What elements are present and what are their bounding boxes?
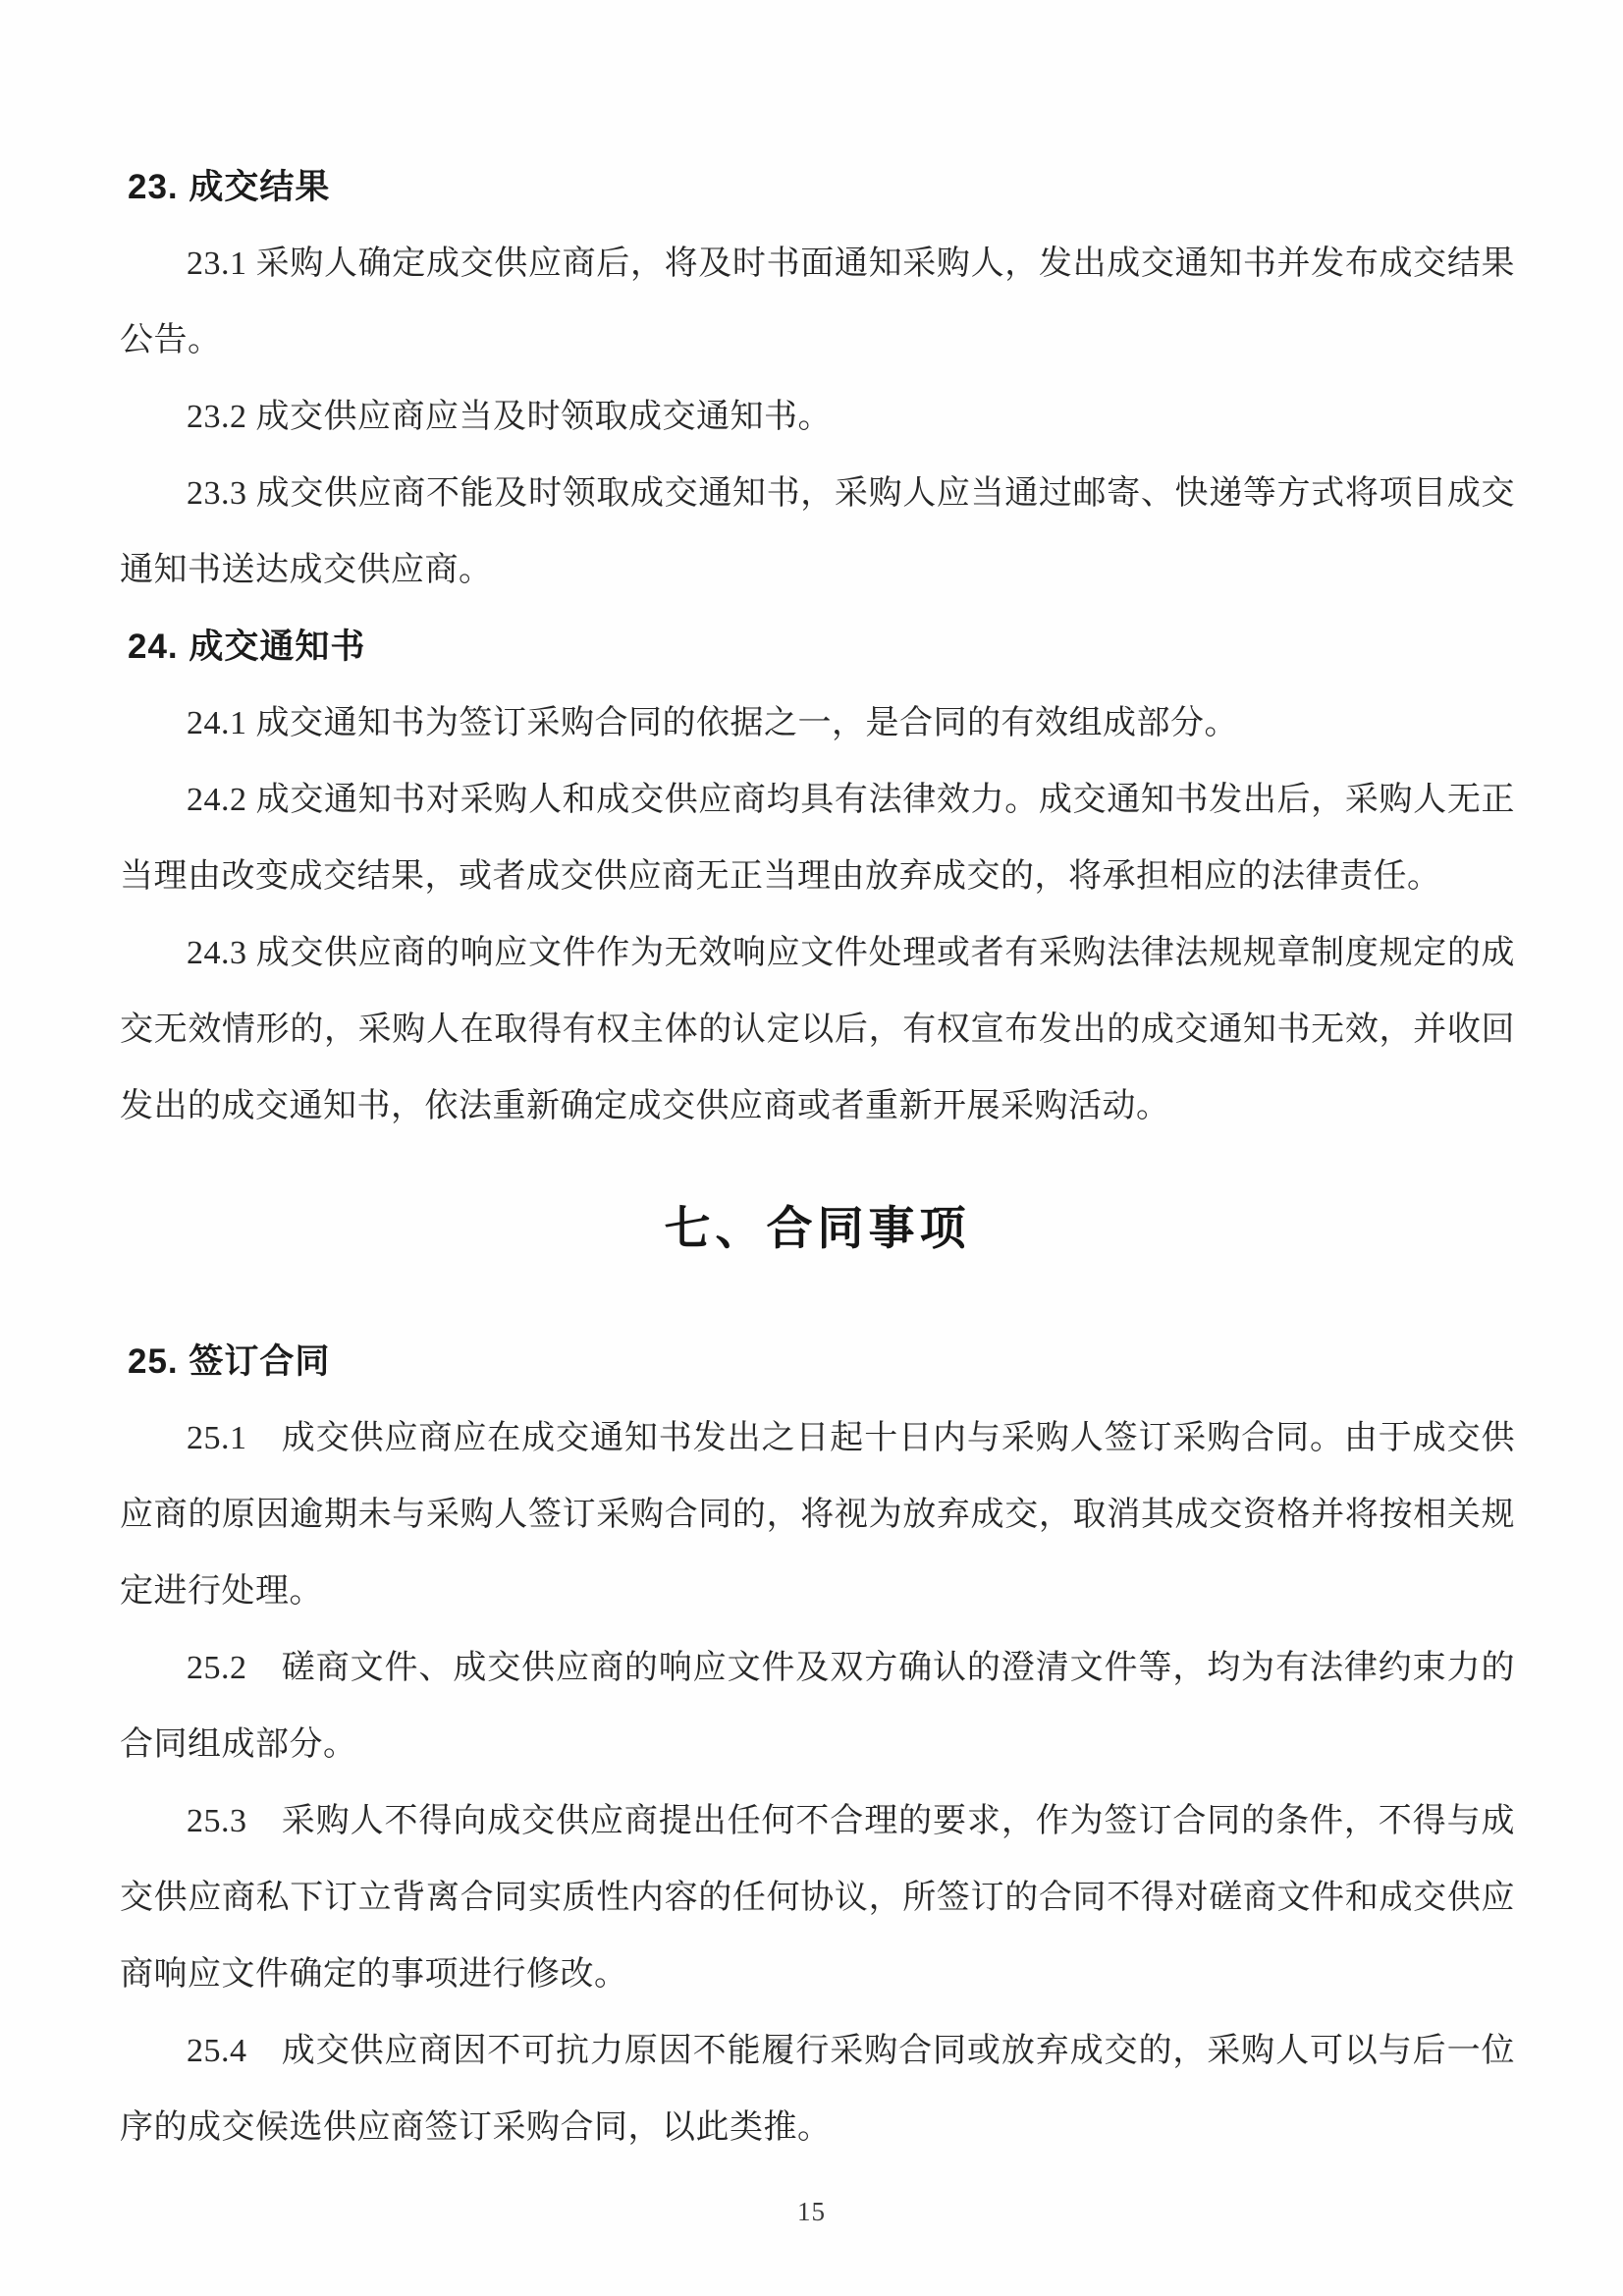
paragraph-25-4: 25.4 成交供应商因不可抗力原因不能履行采购合同或放弃成交的，采购人可以与后一位序的成交候选供应商签订采购合同，以此类推。 [120, 2033, 1515, 2146]
paragraph-23-1: 23.1 采购人确定成交供应商后，将及时书面通知采购人，发出成交通知书并发布成交结果公告。 [120, 246, 1515, 358]
paragraph-25-2: 25.2 磋商文件、成交供应商的响应文件及双方确认的澄清文件等，均为有法律约束力的合同组成部分。 [120, 1650, 1515, 1763]
paragraph-23-3: 23.3 成交供应商不能及时领取成交通知书，采购人应当通过邮寄、快递等方式将项目成交通知书送达成交供应商。 [120, 475, 1515, 588]
page-number: 15 [797, 2197, 826, 2226]
section-24-heading: 24. 成交通知书 [128, 628, 366, 666]
paragraph-23-2: 23.2 成交供应商应当及时领取成交通知书。 [187, 399, 832, 435]
paragraph-25-3: 25.3 采购人不得向成交供应商提出任何不合理的要求，作为签订合同的条件，不得与成交供应商私下订立背离合同实质性内容的任何协议，所签订的合同不得对磋商文件和成交供应商响应文件确定的事项进行修改。 [120, 1803, 1515, 1993]
paragraph-25-1: 25.1 成交供应商应在成交通知书发出之日起十日内与采购人签订采购合同。由于成交供应商的原因逾期未与采购人签订采购合同的，将视为放弃成交，取消其成交资格并将按相关规定进行处理。 [120, 1420, 1515, 1610]
section-25 [120, 1324, 1515, 2166]
chapter-heading: 七、合同事项 [664, 1202, 971, 1254]
paragraph-24-3: 24.3 成交供应商的响应文件作为无效响应文件处理或者有采购法律法规规章制度规定的成交无效情形的，采购人在取得有权主体的认定以后，有权宣布发出的成交通知书无效，并收回发出的成交通知书，依法重新确定成交供应商或者重新开展采购活动。 [120, 935, 1515, 1124]
section-23-heading: 23. 成交结果 [128, 168, 331, 206]
paragraph-24-1: 24.1 成交通知书为签订采购合同的依据之一，是合同的有效组成部分。 [187, 705, 1238, 741]
section-24 [120, 609, 1515, 1145]
paragraph-24-2: 24.2 成交通知书对采购人和成交供应商均具有法律效力。成交通知书发出后，采购人无正当理由改变成交结果，或者成交供应商无正当理由放弃成交的，将承担相应的法律责任。 [120, 782, 1515, 895]
section-23 [120, 149, 1515, 609]
section-25-heading: 25. 签订合同 [128, 1342, 331, 1381]
